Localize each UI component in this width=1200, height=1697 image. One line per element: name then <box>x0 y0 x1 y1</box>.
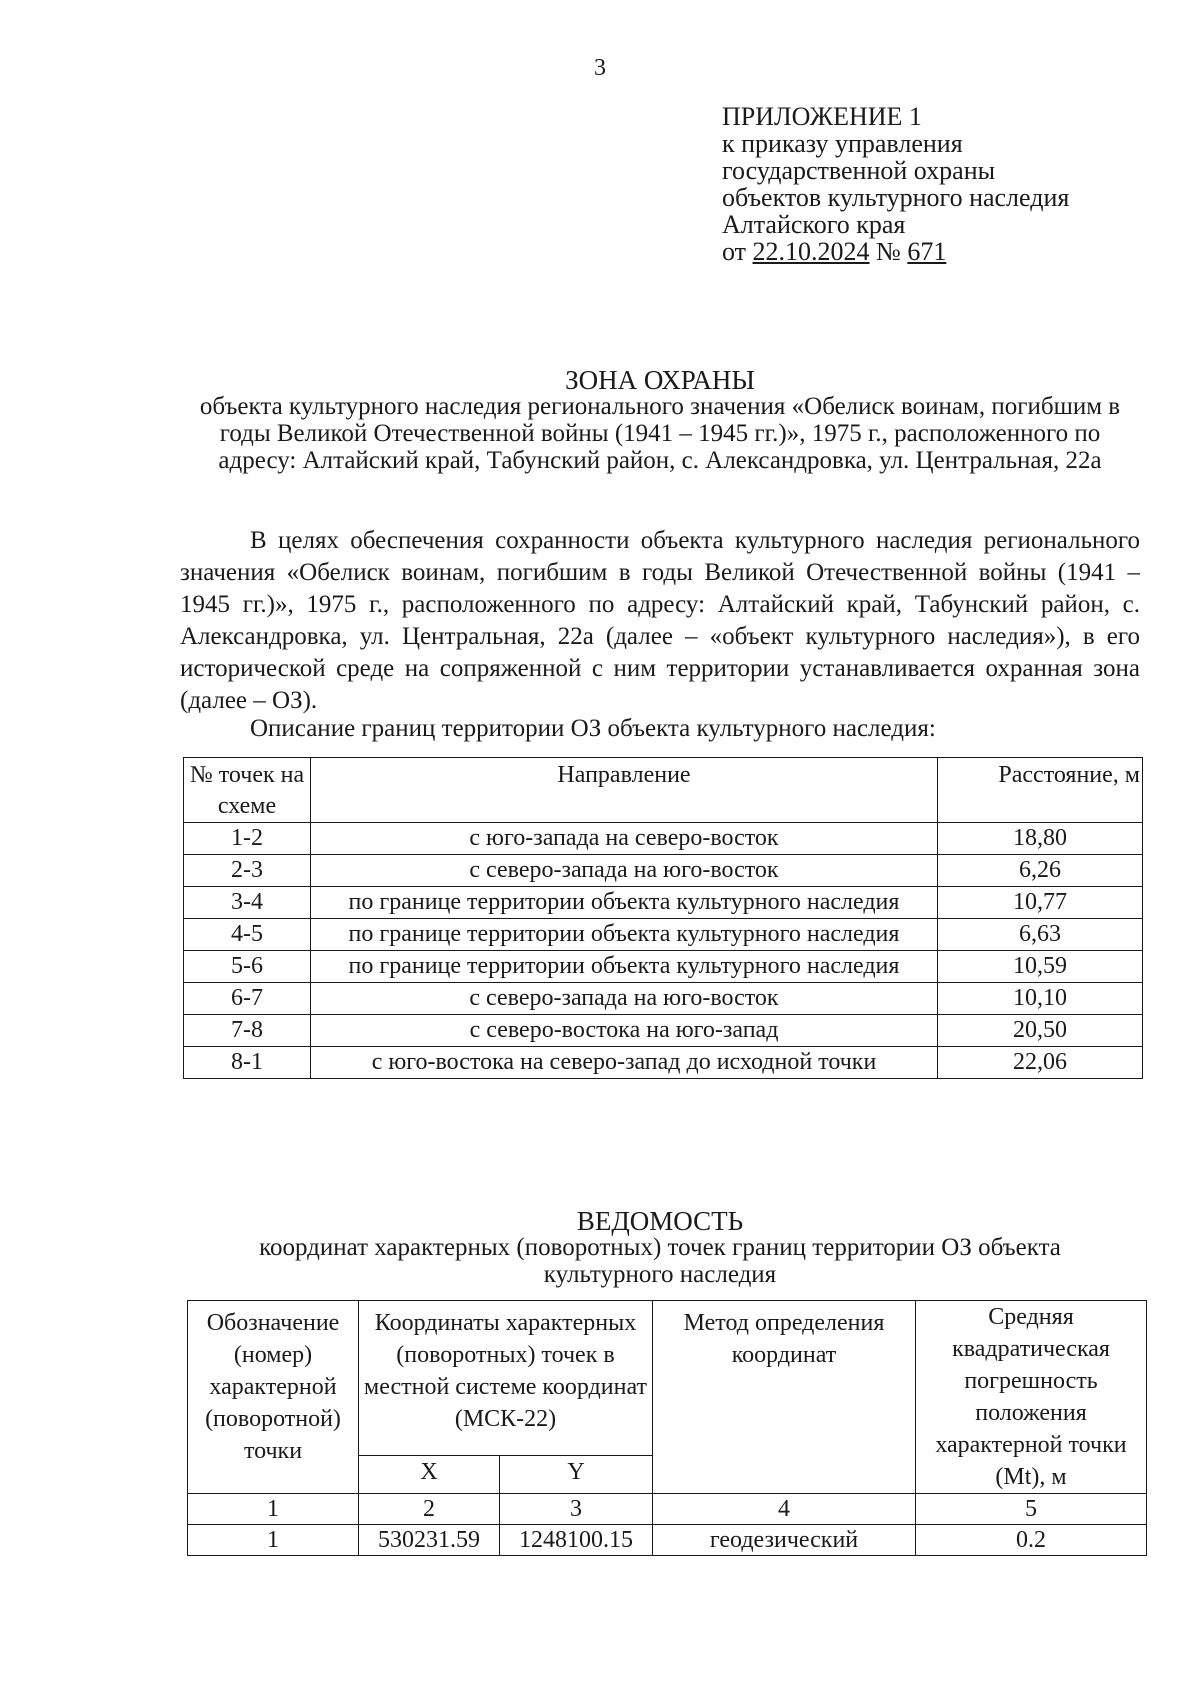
header-points: № точек на схеме <box>184 758 311 823</box>
table-row <box>184 1047 1143 1079</box>
cell-distance: 10,59 <box>938 951 1143 983</box>
cell-error: 0.2 <box>916 1525 1147 1556</box>
appendix-header <box>722 103 1069 265</box>
cell-distance: 22,06 <box>938 1047 1143 1079</box>
intro-text: В целях обеспечения сохранности объекта культурного наследия регионального значения «Обелиск воинам, погибшим в годы Великой Отечественной войны (1941 – 1945 гг.)», 1975 г., расположенного по адресу: Алтайский край, Табунский район, с. Александровка, ул. Центральная, 22а (далее – «объект культурного наследия»), в его исторической среде на сопряженной с ним территории устанавливается охранная зона (далее – ОЗ). <box>180 527 1140 714</box>
cell-distance: 6,63 <box>938 919 1143 951</box>
page-number: 3 <box>594 55 606 81</box>
table-row <box>184 983 1143 1015</box>
boundary-table <box>183 757 1143 1079</box>
cell-x: 530231.59 <box>359 1525 500 1556</box>
cell-method: геодезический <box>653 1525 916 1556</box>
cell-point: 1 <box>188 1525 359 1556</box>
appendix-line: Алтайского края <box>722 210 906 239</box>
appendix-line: государственной охраны <box>722 156 996 185</box>
cell-direction: с северо-запада на юго-восток <box>311 855 938 887</box>
date-prefix: от <box>722 237 753 266</box>
zone-subtitle: объекта культурного наследия регионального значения «Обелиск воинам, погибшим в годы Великой Отечественной войны (1941 – 1945 гг.)», 1975 г., расположенного по адресу: Алтайский край, Табунский район, с. Александровка, ул. Центральная, 22а <box>199 393 1121 474</box>
table-row <box>184 887 1143 919</box>
column-number: 4 <box>653 1494 916 1525</box>
column-number: 2 <box>359 1494 500 1525</box>
cell-distance: 18,80 <box>938 823 1143 855</box>
order-number: 671 <box>907 237 947 266</box>
cell-direction: с юго-востока на северо-запад до исходной точки <box>311 1047 938 1079</box>
column-number-row <box>188 1494 1147 1525</box>
header-x: X <box>359 1456 500 1494</box>
header-coordinates: Координаты характерных (поворотных) точек в местной системе координат (МСК-22) <box>359 1301 653 1456</box>
column-number: 5 <box>916 1494 1147 1525</box>
coordinates-table <box>187 1300 1147 1556</box>
header-point: Обозначение (номер) характерной (поворотной) точки <box>188 1301 359 1494</box>
statement-title: ВЕДОМОСТЬ <box>576 1206 744 1236</box>
appendix-line: к приказу управления <box>722 129 963 158</box>
cell-direction: по границе территории объекта культурного наследия <box>311 951 938 983</box>
header-direction: Направление <box>311 758 938 823</box>
column-number: 1 <box>188 1494 359 1525</box>
cell-points: 5-6 <box>184 951 311 983</box>
cell-y: 1248100.15 <box>500 1525 653 1556</box>
header-method: Метод определения координат <box>653 1301 916 1494</box>
table-row <box>184 951 1143 983</box>
cell-distance: 6,26 <box>938 855 1143 887</box>
cell-points: 2-3 <box>184 855 311 887</box>
cell-direction: по границе территории объекта культурного наследия <box>311 887 938 919</box>
cell-points: 4-5 <box>184 919 311 951</box>
header-y: Y <box>500 1456 653 1494</box>
boundary-description: Описание границ территории ОЗ объекта культурного наследия: <box>250 715 936 742</box>
cell-direction: с северо-запада на юго-восток <box>311 983 938 1015</box>
cell-points: 1-2 <box>184 823 311 855</box>
table-header-row <box>188 1301 1147 1456</box>
zone-title: ЗОНА ОХРАНЫ <box>565 365 755 395</box>
table-row <box>188 1525 1147 1556</box>
table-row <box>184 823 1143 855</box>
number-prefix: № <box>869 237 908 266</box>
column-number: 3 <box>500 1494 653 1525</box>
appendix-title: ПРИЛОЖЕНИЕ 1 <box>722 102 922 131</box>
table-row <box>184 919 1143 951</box>
table-header-row <box>184 758 1143 823</box>
cell-points: 3-4 <box>184 887 311 919</box>
cell-direction: с юго-запада на северо-восток <box>311 823 938 855</box>
cell-points: 7-8 <box>184 1015 311 1047</box>
cell-distance: 20,50 <box>938 1015 1143 1047</box>
order-date: 22.10.2024 <box>752 237 870 266</box>
appendix-date-line <box>722 238 1069 265</box>
header-distance: Расстояние, м <box>938 758 1143 823</box>
cell-points: 8-1 <box>184 1047 311 1079</box>
appendix-line: объектов культурного наследия <box>722 183 1070 212</box>
cell-direction: по границе территории объекта культурного наследия <box>311 919 938 951</box>
table-row <box>184 1015 1143 1047</box>
cell-distance: 10,77 <box>938 887 1143 919</box>
table-row <box>184 855 1143 887</box>
header-error: Средняя квадратическая погрешность положения характерной точки (Mt), м <box>916 1301 1147 1494</box>
cell-direction: с северо-востока на юго-запад <box>311 1015 938 1047</box>
cell-points: 6-7 <box>184 983 311 1015</box>
intro-paragraph <box>180 525 1140 717</box>
cell-distance: 10,10 <box>938 983 1143 1015</box>
statement-subtitle: координат характерных (поворотных) точек границ территории ОЗ объекта культурного наследия <box>259 1234 1061 1288</box>
